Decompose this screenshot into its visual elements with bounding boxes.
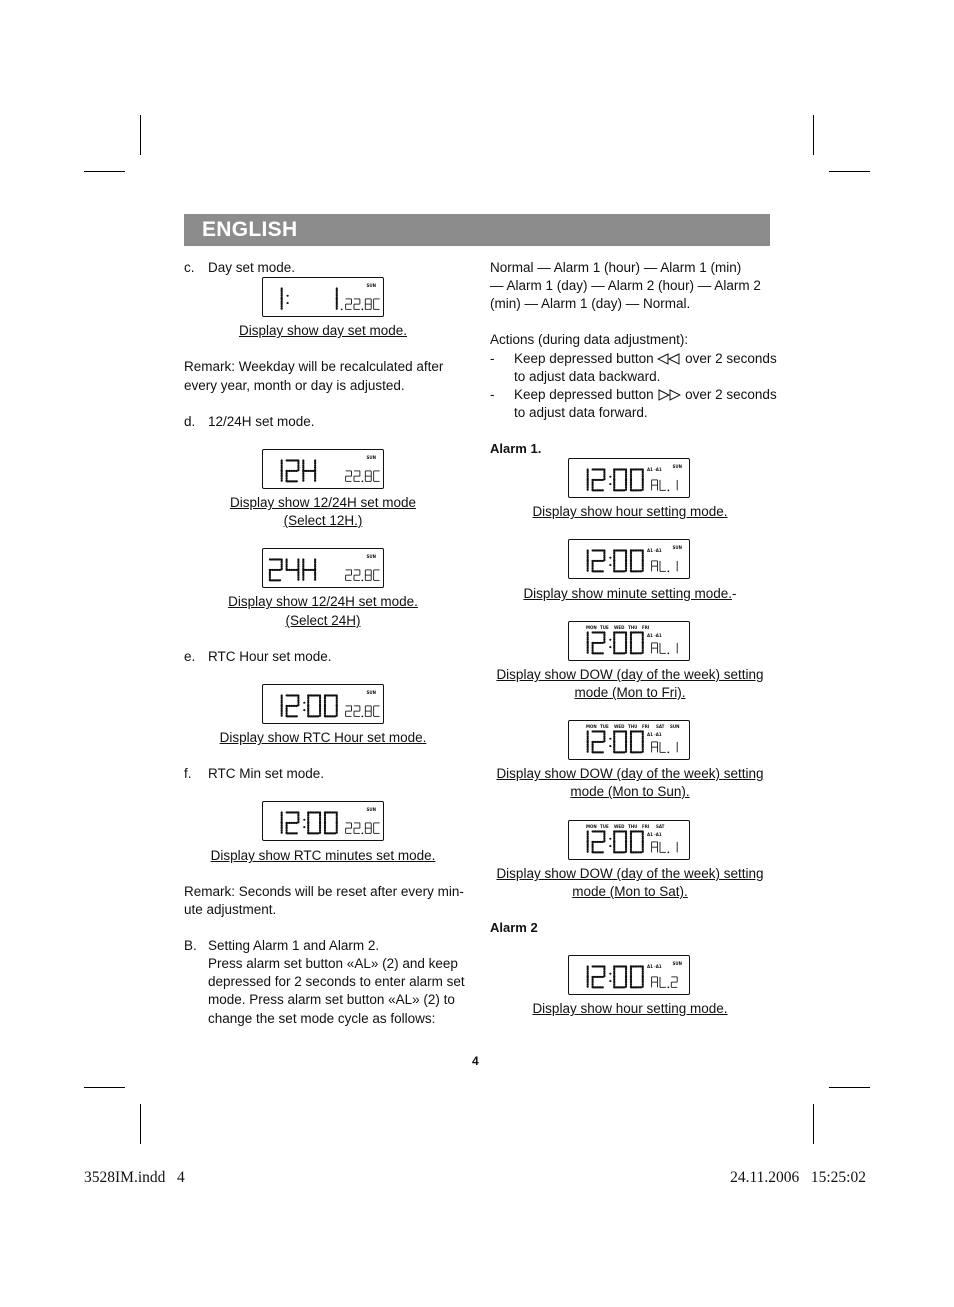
lcd-digits: [263, 802, 383, 840]
lcd-weekday-indicator: WED: [614, 824, 625, 829]
crop-mark-top-left-v: [140, 115, 141, 155]
remark-text: every year, month or day is adjusted.: [184, 378, 405, 393]
caption: Display show RTC Hour set mode.: [219, 730, 427, 745]
lcd-alarm-flags: A1 ·A1: [647, 467, 662, 472]
rewind-icon: [657, 353, 681, 365]
lcd-weekday-indicator: WED: [614, 724, 625, 729]
crop-mark-bottom-right-h: [829, 1087, 870, 1088]
remark-text: ute adjustment.: [184, 902, 277, 917]
action-line: to adjust data backward.: [514, 369, 661, 384]
lcd-weekday-indicator: FRI: [642, 724, 650, 729]
item-marker: f.: [184, 766, 192, 781]
action-text: Keep depressed button: [514, 351, 654, 366]
lcd-day-indicator: SUN: [366, 455, 376, 460]
lcd-display-alarm1-dow-fri: [568, 621, 690, 661]
lcd-display-day: [262, 277, 384, 317]
lcd-weekday-indicator: MON: [586, 625, 597, 630]
crop-mark-bottom-right-v: [813, 1104, 814, 1144]
lcd-display-alarm1-hour: [568, 458, 690, 498]
caption: Display show hour setting mode.: [532, 504, 728, 519]
paragraph-line: change the set mode cycle as follows:: [208, 1011, 436, 1026]
lcd-day-indicator: SUN: [672, 961, 682, 966]
lcd-digits: [569, 540, 689, 578]
caption: Display show day set mode.: [238, 323, 408, 338]
lcd-day-indicator: SUN: [366, 807, 376, 812]
alarm1-title: Alarm 1.: [490, 441, 542, 456]
alarm2-title: Alarm 2: [490, 920, 538, 935]
caption: Display show DOW (day of the week) setting: [496, 667, 764, 682]
lcd-weekday-indicator: SAT: [656, 724, 665, 729]
caption: Display show hour setting mode.: [532, 1001, 728, 1016]
lcd-day-indicator: SUN: [672, 545, 682, 550]
item-title: RTC Hour set mode.: [208, 649, 332, 664]
lcd-weekday-indicator: THU: [628, 724, 638, 729]
list-dash: -: [490, 351, 495, 366]
lcd-display-rtc-hour: [262, 684, 384, 724]
item-marker: d.: [184, 414, 196, 429]
crop-mark-top-right-v: [813, 115, 814, 155]
lcd-display-rtc-min: [262, 801, 384, 841]
action-line: [514, 350, 777, 368]
caption-row: [490, 585, 770, 603]
lcd-digits: [263, 278, 383, 316]
caption: Display show 12/24H set mode.: [228, 594, 418, 609]
paragraph-line: Press alarm set button «AL» (2) and keep: [208, 956, 458, 971]
item-marker: B.: [184, 938, 197, 953]
section-banner: [184, 214, 770, 246]
lcd-alarm-flags: A1 ·A1: [647, 832, 662, 837]
lcd-weekday-indicator: THU: [628, 824, 638, 829]
lcd-alarm-flags: A1 ·A1: [647, 964, 662, 969]
lcd-weekday-indicator: MON: [586, 824, 597, 829]
caption: Display show RTC minutes set mode.: [210, 848, 436, 863]
lcd-day-indicator: SUN: [366, 554, 376, 559]
lcd-day-indicator: SUN: [366, 283, 376, 288]
fast-forward-icon: [657, 389, 681, 401]
caption: mode (Mon to Sat).: [572, 884, 688, 899]
list-dash: -: [490, 387, 495, 402]
item-marker: c.: [184, 260, 195, 275]
lcd-digits: [263, 450, 383, 488]
lcd-day-indicator: SUN: [672, 464, 682, 469]
lcd-display-12h: [262, 449, 384, 489]
paragraph-line: depressed for 2 seconds to enter alarm set: [208, 974, 465, 989]
actions-title: Actions (during data adjustment):: [490, 332, 689, 347]
lcd-weekday-indicator: MON: [586, 724, 597, 729]
crop-mark-bottom-left-v: [140, 1104, 141, 1144]
item-title: 12/24H set mode.: [208, 414, 315, 429]
lcd-alarm-flags: A1 ·A1: [647, 732, 662, 737]
lcd-weekday-indicator: FRI: [642, 824, 650, 829]
crop-mark-bottom-left-h: [84, 1087, 125, 1088]
paragraph-line: Normal — Alarm 1 (hour) — Alarm 1 (min): [490, 260, 742, 275]
crop-mark-top-right-h: [829, 171, 870, 172]
action-line: [514, 386, 777, 404]
item-title: Day set mode.: [208, 260, 296, 275]
action-text: over 2 seconds: [685, 387, 777, 402]
lcd-weekday-indicator: WED: [614, 625, 625, 630]
lcd-display-alarm1-dow-sat: [568, 820, 690, 860]
caption: Display show minute setting mode.: [523, 586, 733, 601]
lcd-weekday-indicator: TUE: [600, 824, 609, 829]
lcd-digits: [569, 956, 689, 994]
caption: (Select 12H.): [283, 513, 363, 528]
caption: Display show DOW (day of the week) setting: [496, 866, 764, 881]
lcd-digits: [263, 685, 383, 723]
remark-text: Remark: Seconds will be reset after every min-: [184, 884, 464, 899]
caption: Display show DOW (day of the week) setting: [496, 766, 764, 781]
lcd-display-24h: [262, 548, 384, 588]
caption: mode (Mon to Sun).: [570, 784, 690, 799]
item-marker: e.: [184, 649, 196, 664]
paragraph-line: (min) — Alarm 1 (day) — Normal.: [490, 296, 691, 311]
lcd-digits: [569, 459, 689, 497]
footer-filename: 3528IM.indd 4: [84, 1169, 185, 1186]
lcd-weekday-indicator: TUE: [600, 724, 609, 729]
lcd-digits: [263, 549, 383, 587]
crop-mark-top-left-h: [84, 171, 125, 172]
paragraph-line: — Alarm 1 (day) — Alarm 2 (hour) — Alarm 2: [490, 278, 761, 293]
lcd-weekday-indicator: FRI: [642, 625, 650, 630]
item-title: RTC Min set mode.: [208, 766, 325, 781]
remark-text: Remark: Weekday will be recalculated after: [184, 359, 444, 374]
paragraph-line: Setting Alarm 1 and Alarm 2.: [208, 938, 380, 953]
lcd-alarm-flags: A1 ·A1: [647, 548, 662, 553]
action-text: over 2 seconds: [685, 351, 777, 366]
caption: (Select 24H): [285, 613, 361, 628]
caption: mode (Mon to Fri).: [574, 685, 686, 700]
lcd-weekday-indicator: SUN: [670, 724, 680, 729]
lcd-weekday-indicator: TUE: [600, 625, 609, 630]
lcd-alarm-flags: A1 ·A1: [647, 633, 662, 638]
lcd-day-indicator: SUN: [366, 690, 376, 695]
page-number: 4: [472, 1054, 479, 1068]
lcd-display-alarm1-min: [568, 539, 690, 579]
action-line: to adjust data forward.: [514, 405, 648, 420]
lcd-display-alarm2-hour: [568, 955, 690, 995]
lcd-weekday-indicator: SAT: [656, 824, 665, 829]
paragraph-line: mode. Press alarm set button «AL» (2) to: [208, 992, 455, 1007]
action-text: Keep depressed button: [514, 387, 654, 402]
lcd-display-alarm1-dow-sun: [568, 720, 690, 760]
footer-timestamp: 24.11.2006 15:25:02: [730, 1169, 866, 1186]
lcd-weekday-indicator: THU: [628, 625, 638, 630]
caption-tail: -: [732, 586, 737, 601]
caption: Display show 12/24H set mode: [229, 495, 417, 510]
section-title: ENGLISH: [202, 218, 298, 241]
